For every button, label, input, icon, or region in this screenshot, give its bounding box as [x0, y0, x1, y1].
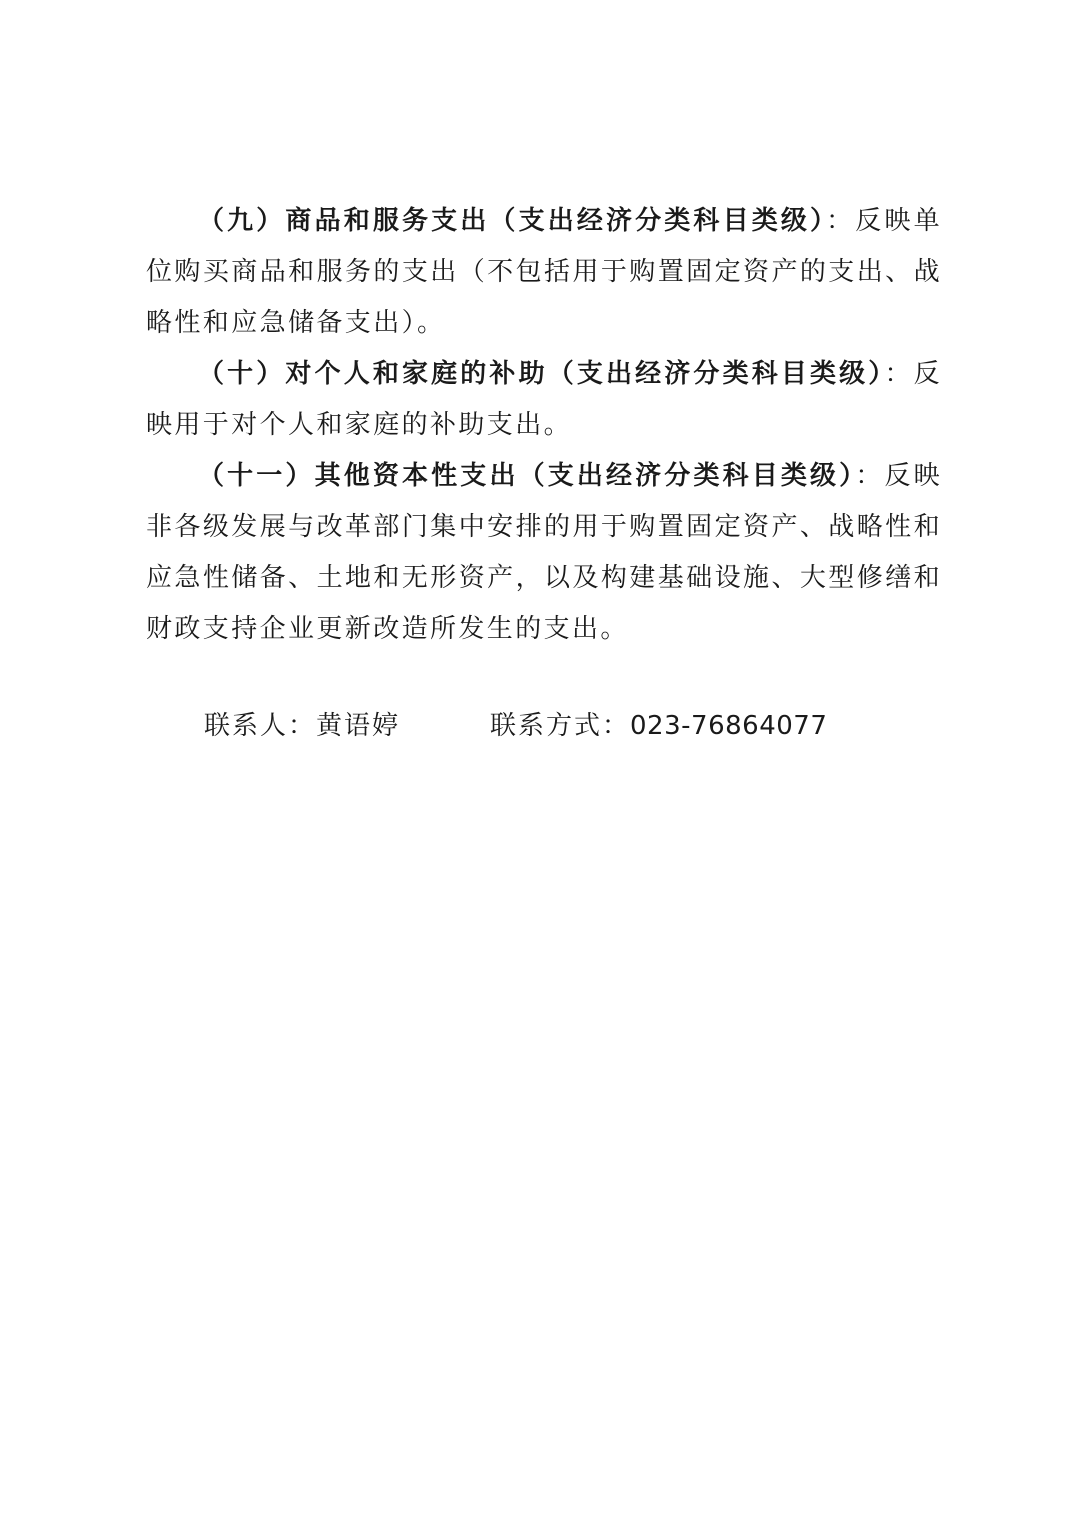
contact-phone — [490, 704, 827, 748]
contact-phone-number: 023-76864077 — [630, 711, 828, 741]
document-body — [146, 196, 942, 655]
contact-person — [204, 704, 400, 748]
paragraph-other-capital-expenditure — [146, 451, 942, 655]
contact-phone-label: 联系方式： — [490, 711, 631, 741]
contact-person-name: 黄语婷 — [316, 711, 401, 741]
paragraph-household-subsidies — [146, 349, 942, 451]
paragraph-heading: （九）商品和服务支出（支出经济分类科目类级） — [198, 206, 827, 236]
paragraph-text: ：反映用于对个人和家庭的补助支出。 — [146, 359, 942, 440]
paragraph-text: ：反映单位购买商品和服务的支出（不包括用于购置固定资产的支出、战略性和应急储备支出）。 — [146, 206, 942, 338]
contact-line — [204, 704, 904, 748]
contact-person-label: 联系人： — [204, 711, 317, 741]
paragraph-heading: （十一）其他资本性支出（支出经济分类科目类级） — [198, 461, 856, 491]
paragraph-goods-and-services — [146, 196, 942, 349]
paragraph-text: ：反映非各级发展与改革部门集中安排的用于购置固定资产、战略性和应急性储备、土地和无形资产，以及构建基础设施、大型修缮和财政支持企业更新改造所发生的支出。 — [146, 461, 943, 644]
paragraph-heading: （十）对个人和家庭的补助（支出经济分类科目类级） — [198, 359, 885, 389]
